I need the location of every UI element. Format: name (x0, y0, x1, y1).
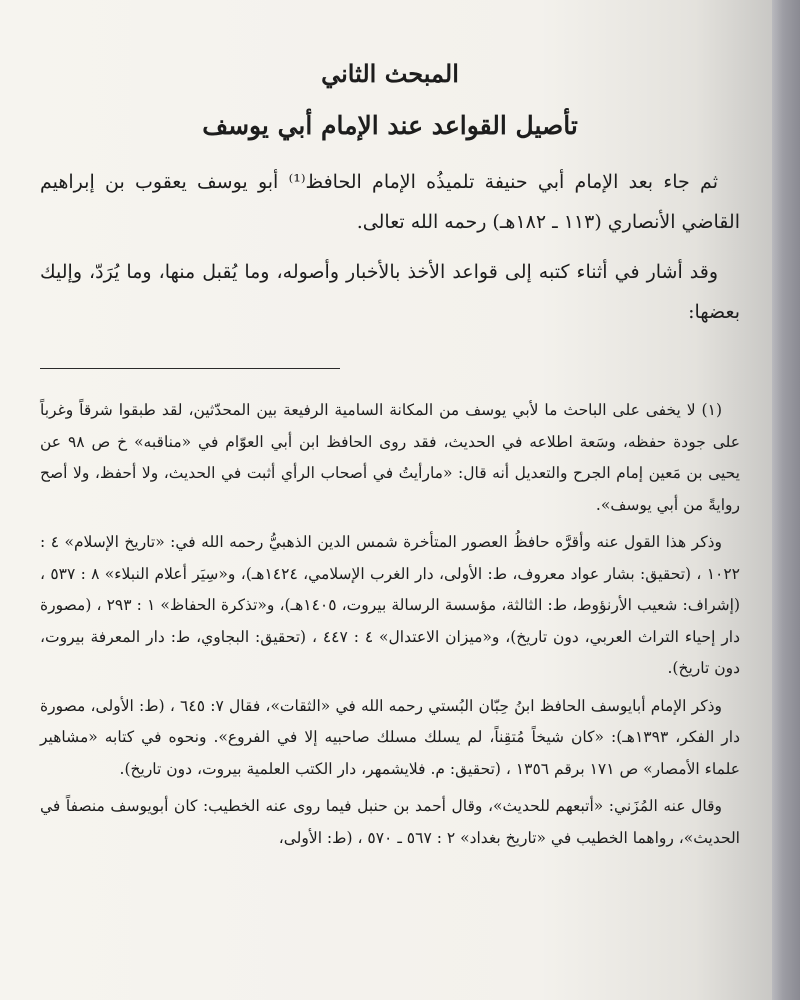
paragraph: وقد أشار في أثناء كتبه إلى قواعد الأخذ بالأخبار وأصوله، وما يُقبل منها، وما يُرَدّ، وإليك بعضها: (40, 261, 740, 323)
footnote-separator (40, 368, 340, 369)
page-content (40, 58, 740, 860)
book-spine-edge (772, 0, 800, 1000)
section-title: تأصيل القواعد عند الإمام أبي يوسف (202, 111, 578, 140)
main-text (40, 162, 740, 332)
paragraph: ثم جاء بعد الإمام أبي حنيفة تلميذُه الإمام الحافظ⁽¹⁾ أبو يوسف يعقوب بن إبراهيم القاضي الأنصاري (١١٣ ـ ١٨٢هـ) رحمه الله تعالى. (40, 171, 740, 233)
section-heading: المبحث الثاني (321, 59, 459, 88)
footnotes (40, 395, 740, 854)
footnote: (١) لا يخفى على الباحث ما لأبي يوسف من المكانة السامية الرفيعة بين المحدّثين، لقد طبقوا شرقاً وغرباً على جودة حفظه، وسَعة اطلاعه في الحديث، فقد روى الحافظ ابن أبي العوّام في «مناقبه» خ ص ٩٨ عن يحيى بن مَعين إمام الجرح والتعديل أنه قال: «مارأيتُ في أصحاب الرأي أثبت في الحديث، ولا أحفظ، ولا أصح روايةً من أبي يوسف». (40, 401, 740, 514)
footnote: وذكر الإمام أبايوسف الحافظ ابنُ حِبّان البُستي رحمه الله في «الثقات»، فقال ٧: ٦٤٥ ، (ط: الأولى، مصورة دار الفكر، ١٣٩٣هـ): «كان شيخاً مُتقِناً، لم يسلك مسلك صاحبيه إلا في الفروع». ونحوه في كتابه «مشاهير علماء الأمصار» ص ١٧١ برقم ١٣٥٦ ، (تحقيق: م. فلايشمهر، دار الكتب العلمية بيروت، دون تاريخ). (40, 696, 740, 778)
footnote: وذكر هذا القول عنه وأقرَّه حافظُ العصور المتأخرة شمس الدين الذهبيُّ رحمه الله في: «تاريخ الإسلام» ٤ : ١٠٢٢ ، (تحقيق: بشار عواد معروف، ط: الأولى، دار الغرب الإسلامي، ١٤٢٤هـ)، و«سِيَر أعلام النبلاء» ٨ : ٥٣٧ ، (إشراف: شعيب الأرنؤوط، ط: الثالثة، مؤسسة الرسالة بيروت، ١٤٠٥هـ)، و«تذكرة الحفاظ» ١ : ٢٩٣ ، (مصورة دار إحياء التراث العربي، دون تاريخ)، و«ميزان الاعتدال» ٤ : ٤٤٧ ، (تحقيق: البجاوي، ط: دار المعرفة بيروت، دون تاريخ). (40, 533, 741, 677)
footnote: وقال عنه المُزَني: «أتبعهم للحديث»، وقال أحمد بن حنبل فيما روى عنه الخطيب: كان أبويوسف منصفاً في الحديث»، رواهما الخطيب في «تاريخ بغداد» ٢ : ٥٦٧ ـ ٥٧٠ ، (ط: الأولى، (40, 797, 740, 847)
